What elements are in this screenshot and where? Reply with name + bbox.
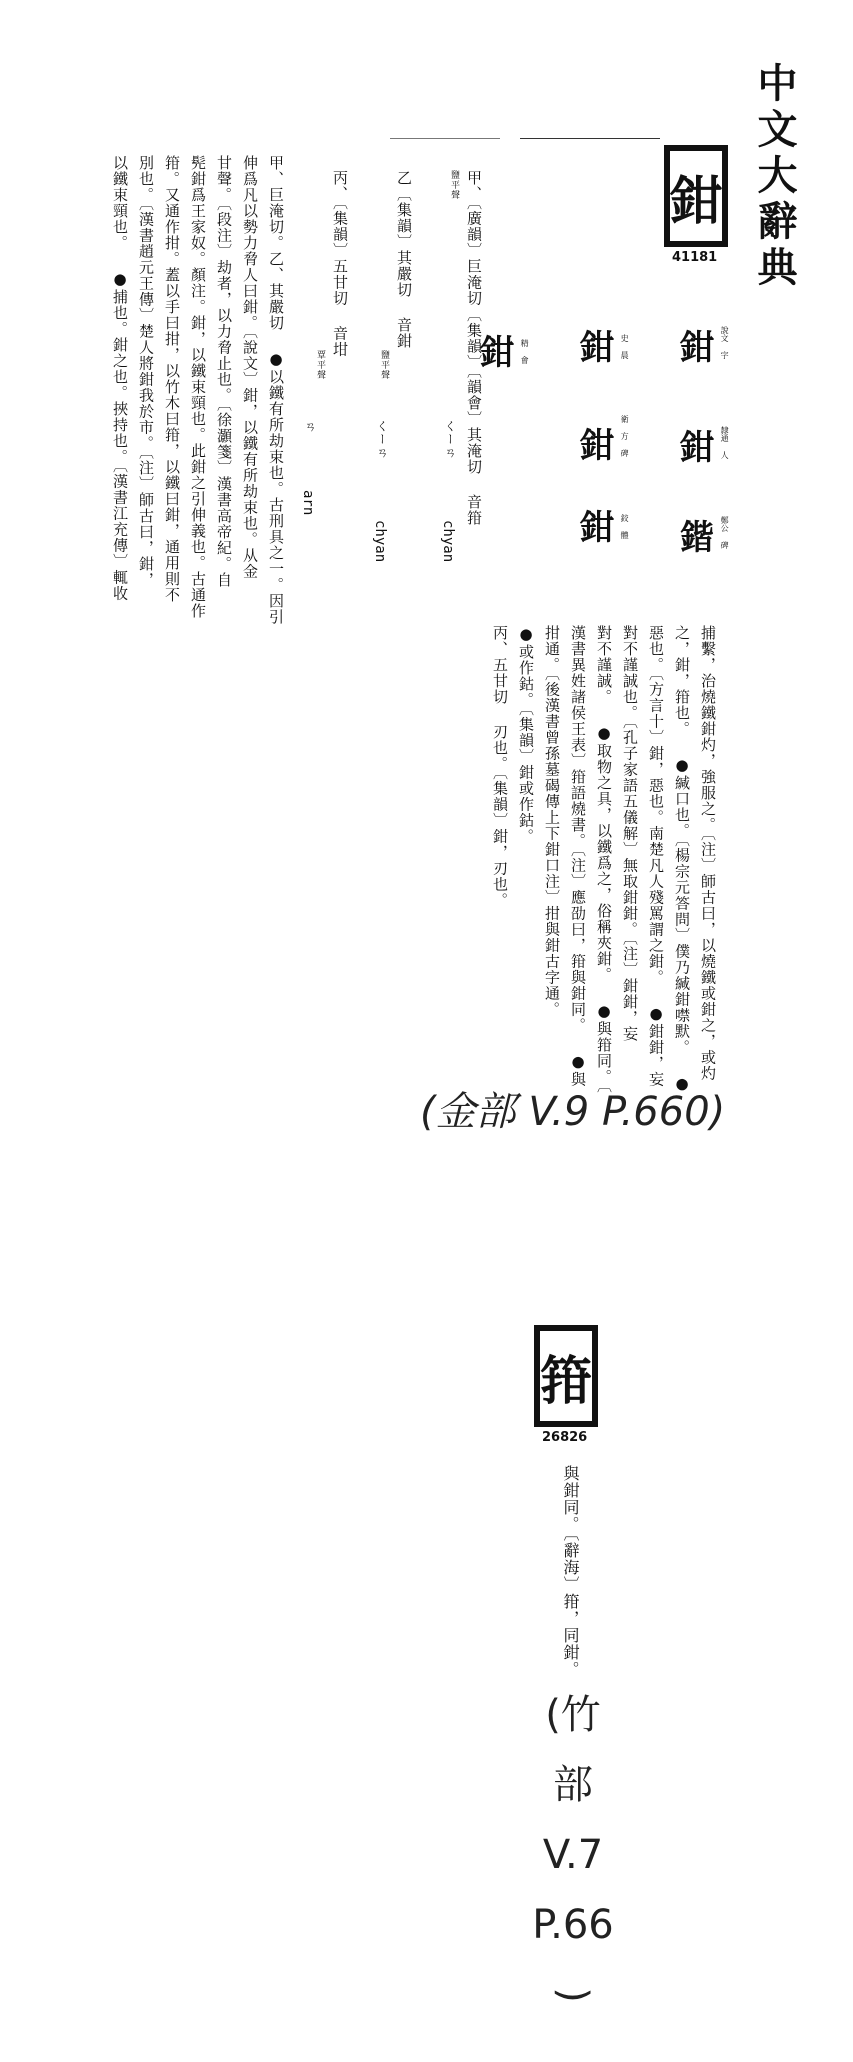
reading-jia-rhyme: 鹽平聲 xyxy=(449,170,459,200)
definition-left-col-4: 髡鉗爲王家奴。顏注。鉗，以鐵束頸也。此鉗之引伸義也。古通作 xyxy=(189,155,207,619)
definition-left-col-7: 以鐵束頸也。 ●捕也。鉗之也。挾持也。〔漢書江充傳〕輒收 xyxy=(111,155,129,602)
definition-right-col-2: 之，鉗，箝也。 ●緘口也。〔楊宗元答問〕僕乃緘鉗噤默。 ● xyxy=(673,625,691,1094)
phonetic-yi: chyan xyxy=(372,520,388,563)
variant-2 xyxy=(680,420,730,469)
note-line: 部 xyxy=(553,1762,593,1808)
variant-note: 鉸 體 xyxy=(620,514,630,539)
reading-yi-rhyme: 鹽平聲 xyxy=(379,350,389,380)
entry1-head-box xyxy=(670,145,722,247)
phonetic-bing: arn xyxy=(300,490,316,516)
variant-glyph: 鉗 xyxy=(580,328,614,368)
zhuyin-yi: くーㄢ xyxy=(375,420,389,459)
variant-7 xyxy=(480,325,530,374)
variant-3 xyxy=(680,510,730,559)
book-title: 中文大辭典 xyxy=(751,62,797,292)
variant-6 xyxy=(580,500,630,549)
entry2-number: 26826 xyxy=(542,1430,588,1445)
note-line: V.7 xyxy=(542,1832,604,1878)
entry1-head-char: 鉗 xyxy=(670,170,723,232)
variant-note: 鄭公 碑 xyxy=(720,516,730,549)
note-line: P.66 xyxy=(532,1902,614,1948)
definition-right-col-6: 漢書異姓諸侯王表〕箝語燒書。〔注〕應劭曰，箝與鉗同。 ●與 xyxy=(569,625,587,1088)
zhuyin-bing: ㄢ xyxy=(303,420,317,433)
variant-glyph: 鉗 xyxy=(680,428,714,468)
variant-note: 說文 字 xyxy=(720,326,730,359)
entry1-number: 41181 xyxy=(672,250,718,265)
definition-right-col-5: 對不謹誠。 ●取物之具，以鐵爲之，俗稱夾鉗。 ●與箝同。〔 xyxy=(595,625,613,1094)
top-divider-dash xyxy=(390,138,500,139)
reading-bing: 丙、〔集韻〕五甘切 音坩 xyxy=(331,170,349,358)
top-divider xyxy=(520,138,660,139)
definition-right-col-8: ●或作鈷。〔集韻〕鉗或作鈷。 xyxy=(517,625,535,845)
reading-yi: 乙〔集韻〕其嚴切 音鉗 xyxy=(395,170,413,349)
variant-note: 史 晨 xyxy=(620,334,630,359)
variant-glyphs xyxy=(480,320,750,600)
entry1-handwritten-note: (金部 V.9 P.660) xyxy=(420,1089,726,1135)
definition-left-col-1: 甲、巨淹切。乙、其嚴切 ●以鐵有所劫束也。古刑具之一。因引 xyxy=(267,155,285,625)
zhuyin-jia: くーㄢ xyxy=(443,420,457,459)
reading-jia: 甲、〔廣韻〕巨淹切〔集韻〕〔韻會〕其淹切 音箝 xyxy=(465,170,483,526)
definition-right-col-4: 對不謹誠也。〔孔子家語五儀解〕無取鉗鉗。〔注〕鉗鉗，妄 xyxy=(621,625,639,1042)
note-line: ) xyxy=(550,1987,596,2003)
entry2-head-char: 箝 xyxy=(540,1350,593,1412)
phonetic-jia: chyan xyxy=(440,520,456,563)
definition-right-col-9: 丙、五甘切 刃也。〔集韻〕鉗，刃也。 xyxy=(491,625,509,909)
variant-5 xyxy=(580,415,630,467)
variant-glyph: 鍇 xyxy=(680,518,714,558)
variant-glyph: 鉗 xyxy=(580,508,614,548)
note-line: (竹 xyxy=(545,1692,601,1738)
variant-glyph: 鉗 xyxy=(580,426,614,466)
variant-4 xyxy=(580,320,630,369)
variant-note: 精 會 xyxy=(520,339,530,364)
definition-left-col-5: 箝。又通作拑。蓋以手曰拑，以竹木曰箝，以鐵曰鉗，通用則不 xyxy=(163,155,181,603)
definition-left-col-6: 別也。〔漢書趙元王傳〕楚人將鉗我於市。〔注〕師古曰，鉗， xyxy=(137,155,155,588)
definition-left-col-3: 甘聲。〔段注〕劫者，以力脅止也。〔徐灝箋〕漢書高帝紀。自 xyxy=(215,155,233,588)
definition-right-col-7: 拑通。〔後漢書曾孫墓碣傳上下鉗口注〕拑與鉗古字通。 xyxy=(543,625,561,1018)
entry2-handwritten-note xyxy=(528,1680,618,2030)
entry2-head-box xyxy=(540,1325,592,1427)
definition-right-col-3: 惡也。〔方言十〕鉗，惡也。南楚凡人殘罵謂之鉗。 ●鉗鉗，妄 xyxy=(647,625,665,1088)
definition-right-col-1: 捕繫，治燒鐵鉗灼，強服之。〔注〕師古曰，以燒鐵或鉗之，或灼 xyxy=(699,625,717,1082)
entry2-definition: 與鉗同。〔辭海〕箝，同鉗。 xyxy=(561,1465,580,1678)
definition-left-col-2: 伸爲凡以勢力脅人曰鉗。〔說文〕鉗，以鐵有所劫束也。从金 xyxy=(241,155,259,580)
variant-note: 衛 方 碑 xyxy=(620,415,630,457)
variant-note: 隸通 人 xyxy=(720,426,730,459)
variant-glyph: 鉗 xyxy=(480,333,514,373)
reading-bing-rhyme: 覃平聲 xyxy=(315,350,325,380)
variant-glyph: 鉗 xyxy=(680,328,714,368)
variant-1 xyxy=(680,320,730,369)
